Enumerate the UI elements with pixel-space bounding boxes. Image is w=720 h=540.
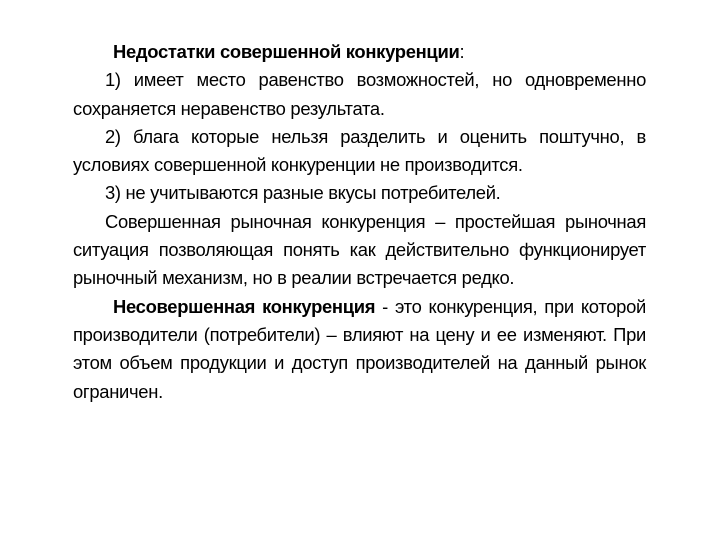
heading-title: Недостатки совершенной конкуренции bbox=[113, 41, 460, 62]
imperfect-competition-paragraph bbox=[73, 293, 646, 406]
drawback-item-1: 1) имеет место равенство возможностей, но одновременно сохраняется неравенство результата. bbox=[73, 69, 646, 119]
drawback-item-3: 3) не учитываются разные вкусы потребителей. bbox=[105, 182, 501, 204]
imperfect-competition-term: Несовершенная конкуренция bbox=[113, 295, 376, 317]
slide-text-block bbox=[73, 38, 646, 406]
summary-paragraph: Совершенная рыночная конкуренция – простейшая рыночная ситуация позволяющая понять как действительно функционирует рыночный механизм, но в реалии встречается редко. bbox=[73, 210, 646, 289]
imperfect-competition-definition: - это конкуренция, при которой производители (потребители) – влияют на цену и ее изменяют. При этом объем продукции и доступ производителей на данный рынок ограничен. bbox=[73, 295, 646, 402]
heading-colon: : bbox=[459, 41, 465, 62]
drawback-item-2: 2) блага которые нельзя разделить и оценить поштучно, в условиях совершенной конкуренции не производится. bbox=[73, 125, 646, 176]
heading-paragraph bbox=[73, 38, 646, 66]
